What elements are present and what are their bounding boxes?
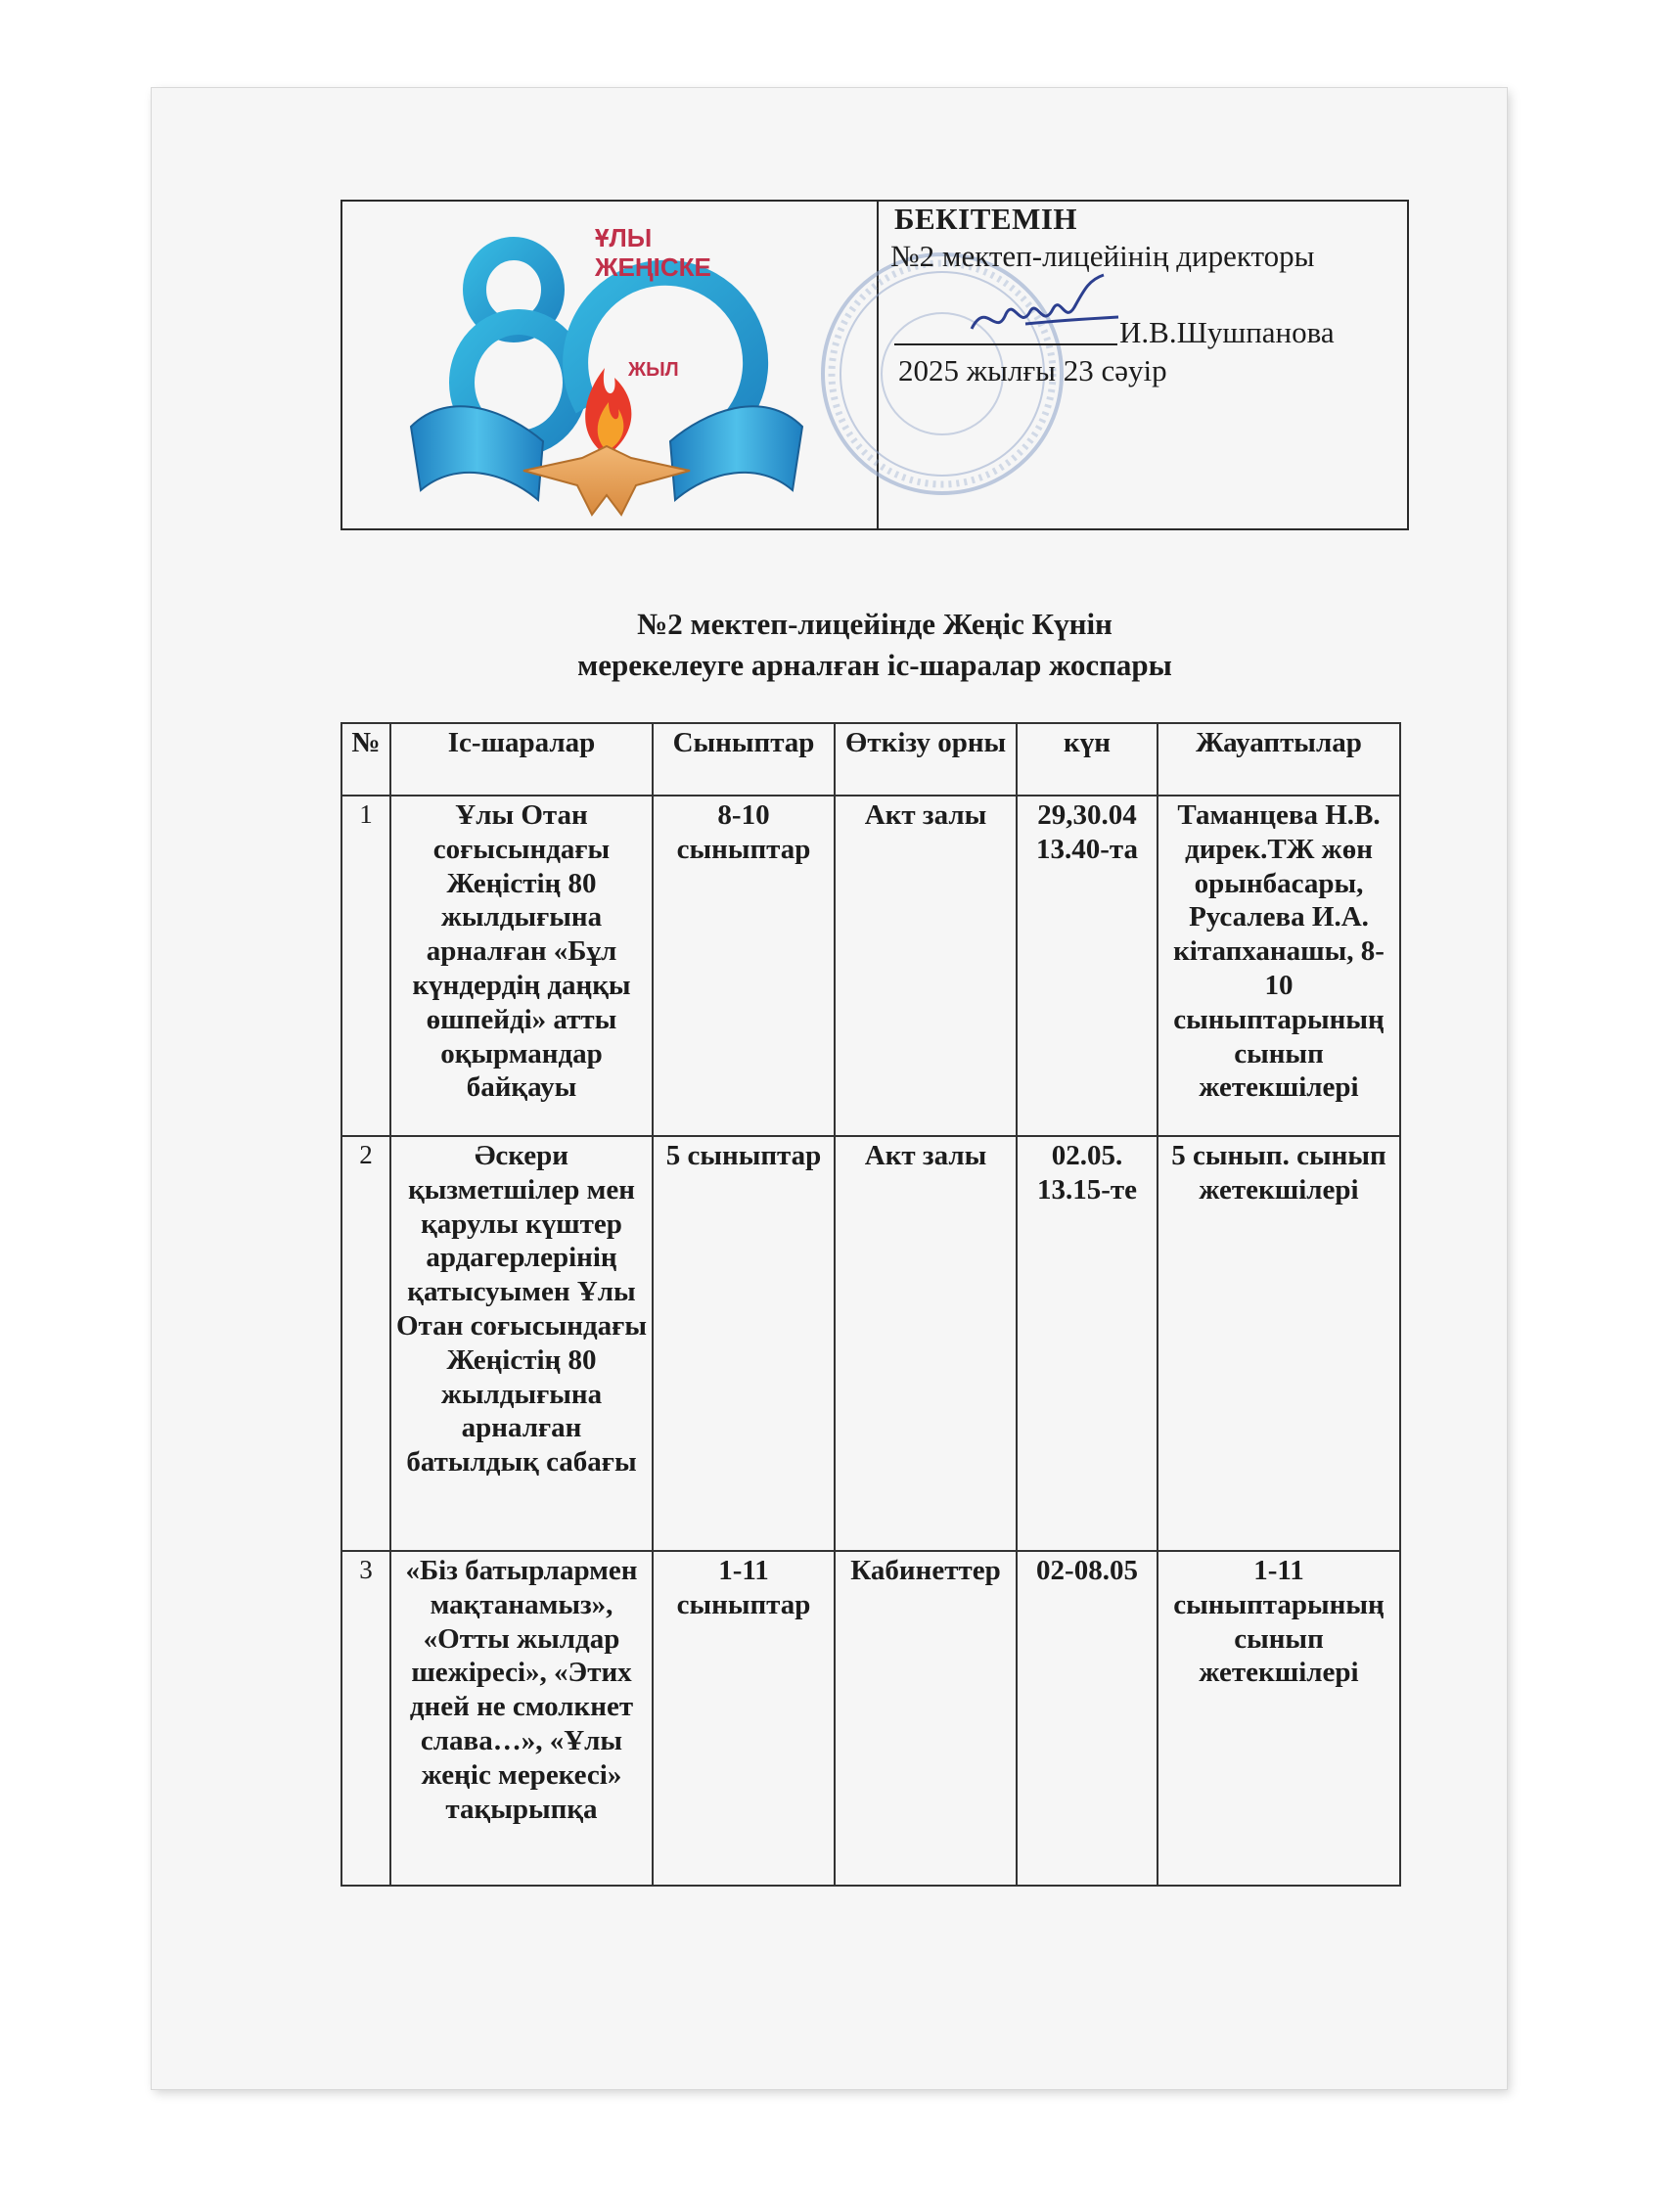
row-date: 02.05. 13.15-те (1017, 1136, 1158, 1551)
row-classes: 5 сыныптар (653, 1136, 835, 1551)
header-classes: Сыныптар (653, 723, 835, 796)
approval-header-box (341, 200, 1409, 530)
table-header-row (341, 723, 1400, 796)
director-role: №2 мектеп-лицейінің директоры (890, 239, 1315, 273)
row-event: «Біз батырлармен мақтанамыз», «Отты жылдар шежіресі», «Этих дней не смолкнет слава…», «Ұлы жеңіс мерекесі» тақырыпқа (390, 1551, 653, 1886)
table-row (341, 1551, 1400, 1886)
victory-80-logo (342, 202, 875, 528)
document-title-line1: №2 мектеп-лицейінде Жеңіс Күнін (637, 607, 1112, 641)
row-classes: 1-11 сыныптар (653, 1551, 835, 1886)
approval-cell (879, 202, 1407, 528)
row-event: Ұлы Отан соғысындағы Жеңістің 80 жылдығына арналған «Бұл күндердің даңқы өшпейді» атты оқырмандар байқауы (390, 796, 653, 1136)
logo-text-uly: ҰЛЫ (595, 223, 653, 252)
events-plan-table (341, 722, 1401, 1887)
logo-text-zhyl: ЖЫЛ (628, 359, 679, 381)
header-place: Өткізу орны (835, 723, 1017, 796)
row-responsible: 1-11 сыныптарының сынып жетекшілері (1158, 1551, 1400, 1886)
row-classes: 8-10 сыныптар (653, 796, 835, 1136)
header-num: № (341, 723, 390, 796)
approval-date: 2025 жылғы 23 сәуір (898, 353, 1167, 387)
row-num: 1 (341, 796, 390, 1136)
header-date: күн (1017, 723, 1158, 796)
row-date: 02-08.05 (1017, 1551, 1158, 1886)
logo-text-zheniske: ЖЕҢІСКЕ (595, 252, 711, 282)
header-event: Іс-шаралар (390, 723, 653, 796)
row-responsible: 5 сынып. сынып жетекшілері (1158, 1136, 1400, 1551)
document-title-line2: мерекелеуге арналған іс-шаралар жоспары (577, 648, 1172, 682)
row-place: Кабинеттер (835, 1551, 1017, 1886)
row-num: 3 (341, 1551, 390, 1886)
director-name: И.В.Шушпанова (1119, 315, 1335, 349)
row-place: Акт залы (835, 796, 1017, 1136)
approval-title: БЕКІТЕМІН (894, 202, 1078, 236)
table-row (341, 1136, 1400, 1551)
header-responsible: Жауаптылар (1158, 723, 1400, 796)
row-responsible: Таманцева Н.В. дирек.ТЖ жөн орынбасары, Русалева И.А. кітапханашы, 8-10 сыныптарының сынып жетекшілері (1158, 796, 1400, 1136)
logo-cell (342, 202, 879, 528)
row-place: Акт залы (835, 1136, 1017, 1551)
director-signature (967, 270, 1123, 348)
row-date: 29,30.04 13.40-та (1017, 796, 1158, 1136)
signature-line (894, 343, 1117, 345)
row-num: 2 (341, 1136, 390, 1551)
table-row (341, 796, 1400, 1136)
row-event: Әскери қызметшілер мен қарулы күштер ардагерлерінің қатысуымен Ұлы Отан соғысындағы Жеңістің 80 жылдығына арналған батылдық сабағы (390, 1136, 653, 1551)
